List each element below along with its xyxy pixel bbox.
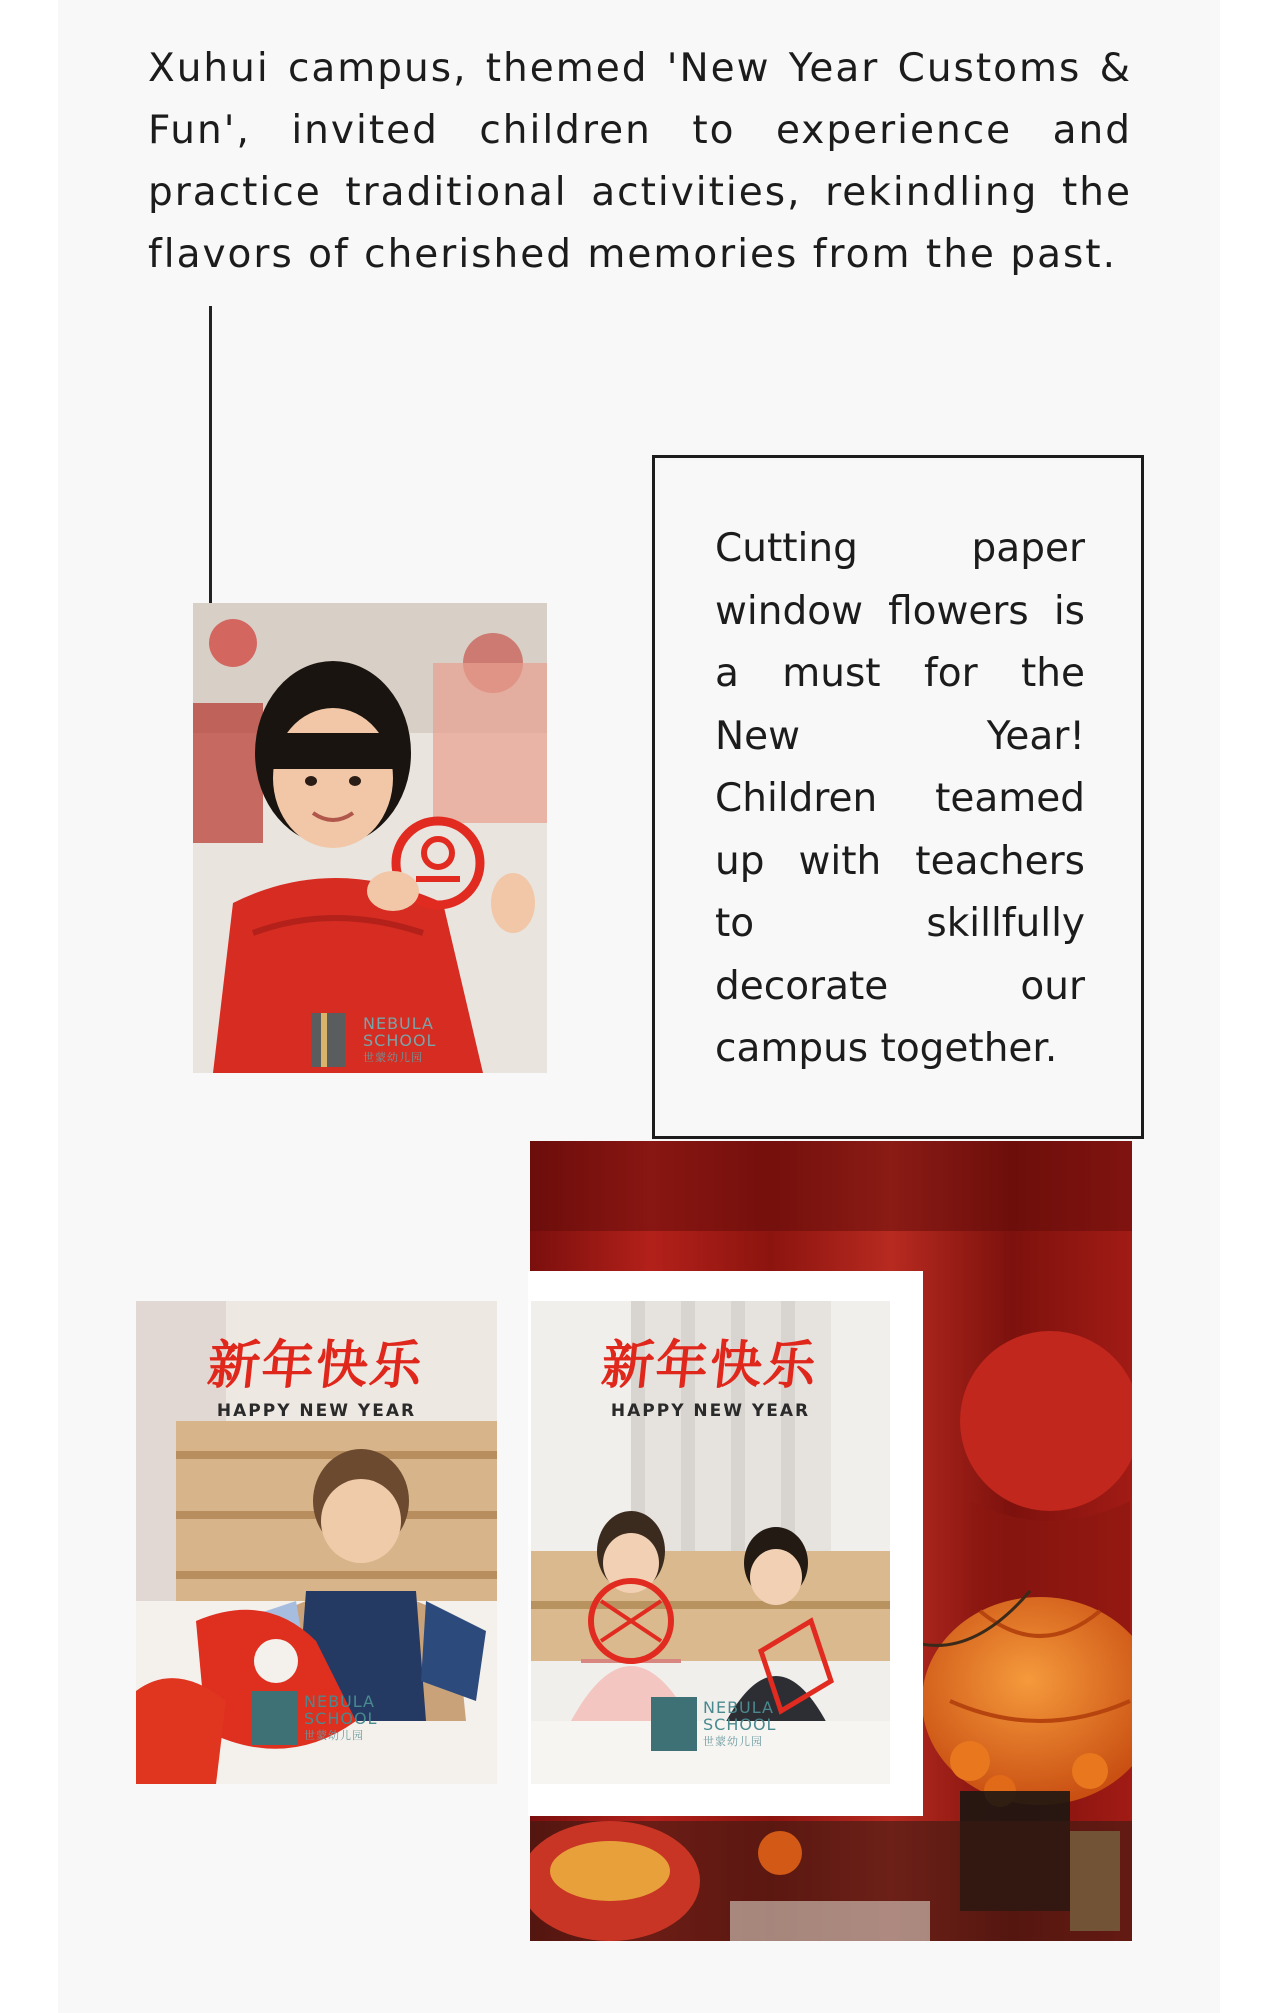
logo-name: NEBULA <box>363 1013 434 1033</box>
logo-cn: 世蒙幼儿园 <box>703 1734 763 1748</box>
logo-name: NEBULA <box>304 1691 375 1711</box>
caption-paragraph: Cutting paper window flowers is a must for the New Year! Children teamed up with teachers to skillfully decorate our campus together. <box>715 526 1085 1071</box>
logo-sub: SCHOOL <box>304 1708 378 1728</box>
banner-happy-new-year: HAPPY NEW YEAR <box>216 1401 417 1421</box>
logo-cn: 世蒙幼儿园 <box>363 1050 423 1064</box>
banner-new-year: 新年快乐 <box>204 1336 428 1396</box>
intro-paragraph: Xuhui campus, themed 'New Year Customs & Fun', invited children to experience and practice traditional activities, rekindling the flavors of cherished memories from the past. <box>148 46 1132 277</box>
logo-cn: 世蒙幼儿园 <box>304 1728 364 1742</box>
photo-girls-paper-cutting <box>531 1301 890 1784</box>
logo-name: NEBULA <box>703 1697 774 1717</box>
nebula-logo <box>651 1697 776 1751</box>
nebula-logo <box>252 1691 377 1745</box>
connector-line <box>209 306 212 606</box>
caption-box <box>652 455 1144 1139</box>
photo-girl-paper-cutting <box>193 603 547 1073</box>
logo-sub: SCHOOL <box>363 1030 437 1050</box>
banner-happy-new-year: HAPPY NEW YEAR <box>610 1401 811 1421</box>
nebula-logo <box>311 1013 436 1067</box>
banner-new-year: 新年快乐 <box>598 1336 822 1396</box>
photo-boy-paper-cutting <box>136 1301 497 1784</box>
logo-sub: SCHOOL <box>703 1714 777 1734</box>
